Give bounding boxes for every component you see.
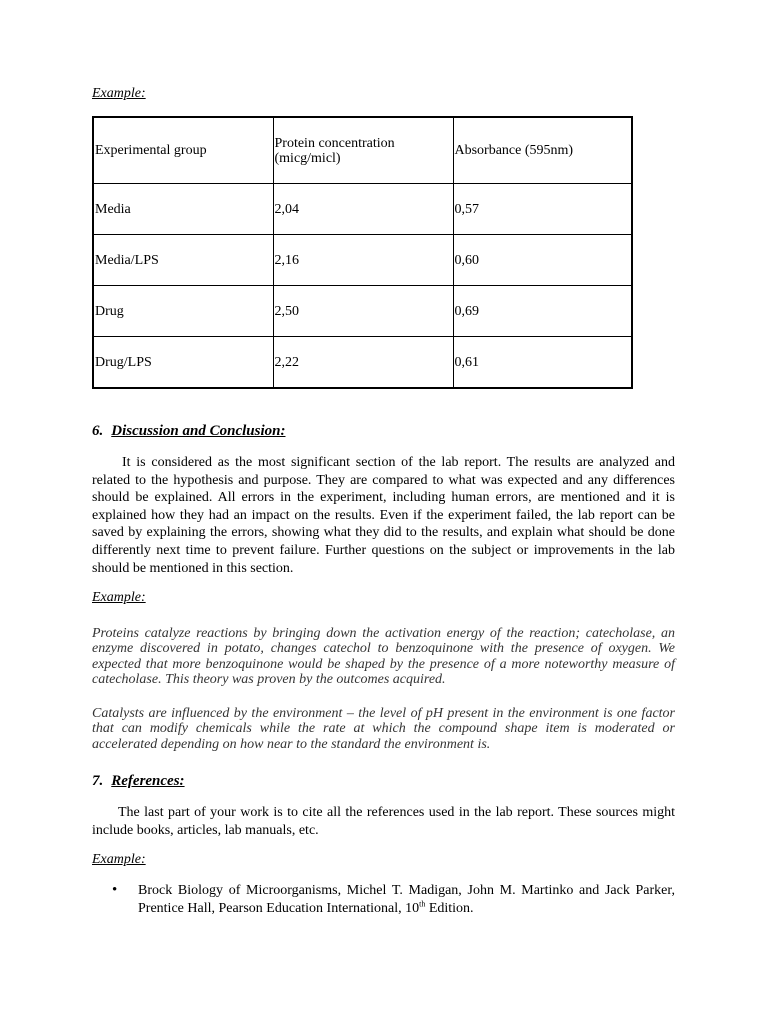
section-number: 7. <box>92 773 104 789</box>
table-cell: 0,60 <box>453 235 632 286</box>
discussion-example-2: Catalysts are influenced by the environment – the level of pH present in the environment is one factor that can modify chemicals while the rate at which the compound shape item is moderated or accelerated depending on how near to the standard the environment is. <box>92 706 675 752</box>
table-cell: 2,16 <box>273 235 453 286</box>
section-title: References: <box>111 773 185 789</box>
table-cell: Drug/LPS <box>93 337 273 389</box>
table-row <box>93 337 632 389</box>
reference-superscript: th <box>419 898 426 908</box>
section-6-heading <box>92 423 285 440</box>
reference-text: Brock Biology of Microorganisms, Michel T. Madigan, John M. Martinko and Jack Parker, Prentice Hall, Pearson Education International, 10 <box>138 883 675 916</box>
table-header-row <box>93 117 632 184</box>
table-cell: 0,57 <box>453 184 632 235</box>
section-number: 6. <box>92 423 104 439</box>
reference-suffix: Edition. <box>425 900 474 916</box>
list-item <box>92 882 675 917</box>
example-label-references: Example: <box>92 852 146 867</box>
discussion-example-1: Proteins catalyze reactions by bringing down the activation energy of the reaction; catecholase, an enzyme discovered in potato, changes catechol to benzoquinone with the presence of oxygen. We expected that more benzoquinone would be shaped by the presence of a more noteworthy measure of catecholase. This theory was proven by the outcomes acquired. <box>92 626 675 687</box>
table-cell: 0,61 <box>453 337 632 389</box>
example-label-table: Example: <box>92 86 146 101</box>
results-table <box>92 116 633 389</box>
table-row <box>93 184 632 235</box>
table-cell: 2,50 <box>273 286 453 337</box>
section-7-heading <box>92 773 185 790</box>
references-paragraph: The last part of your work is to cite all the references used in the lab report. These sources might include books, articles, lab manuals, etc. <box>92 805 675 838</box>
example-label-discussion: Example: <box>92 590 146 605</box>
table-cell: 2,04 <box>273 184 453 235</box>
section-title: Discussion and Conclusion: <box>111 423 286 439</box>
table-row <box>93 286 632 337</box>
bullet-icon: • <box>112 882 118 898</box>
table-cell: 2,22 <box>273 337 453 389</box>
discussion-paragraph: It is considered as the most significant section of the lab report. The results are analyzed and related to the hypothesis and purpose. They are compared to what was expected and any differences should be explained. All errors in the experiment, including human errors, are mentioned and it is explained how they had an impact on the results. Even if the experiment failed, the lab report can be saved by explaining the errors, showing what they did to the results, and explain what should be done differently next time to prevent failure. Further questions on the subject or improvements in the lab should be mentioned in this section. <box>92 455 675 576</box>
table-header-cell: Protein concentration (micg/micl) <box>273 117 453 184</box>
table-cell: 0,69 <box>453 286 632 337</box>
table-cell: Media/LPS <box>93 235 273 286</box>
table-cell: Media <box>93 184 273 235</box>
table-header-cell: Absorbance (595nm) <box>453 117 632 184</box>
reference-list <box>92 882 675 917</box>
table-cell: Drug <box>93 286 273 337</box>
table-header-cell: Experimental group <box>93 117 273 184</box>
table-row <box>93 235 632 286</box>
